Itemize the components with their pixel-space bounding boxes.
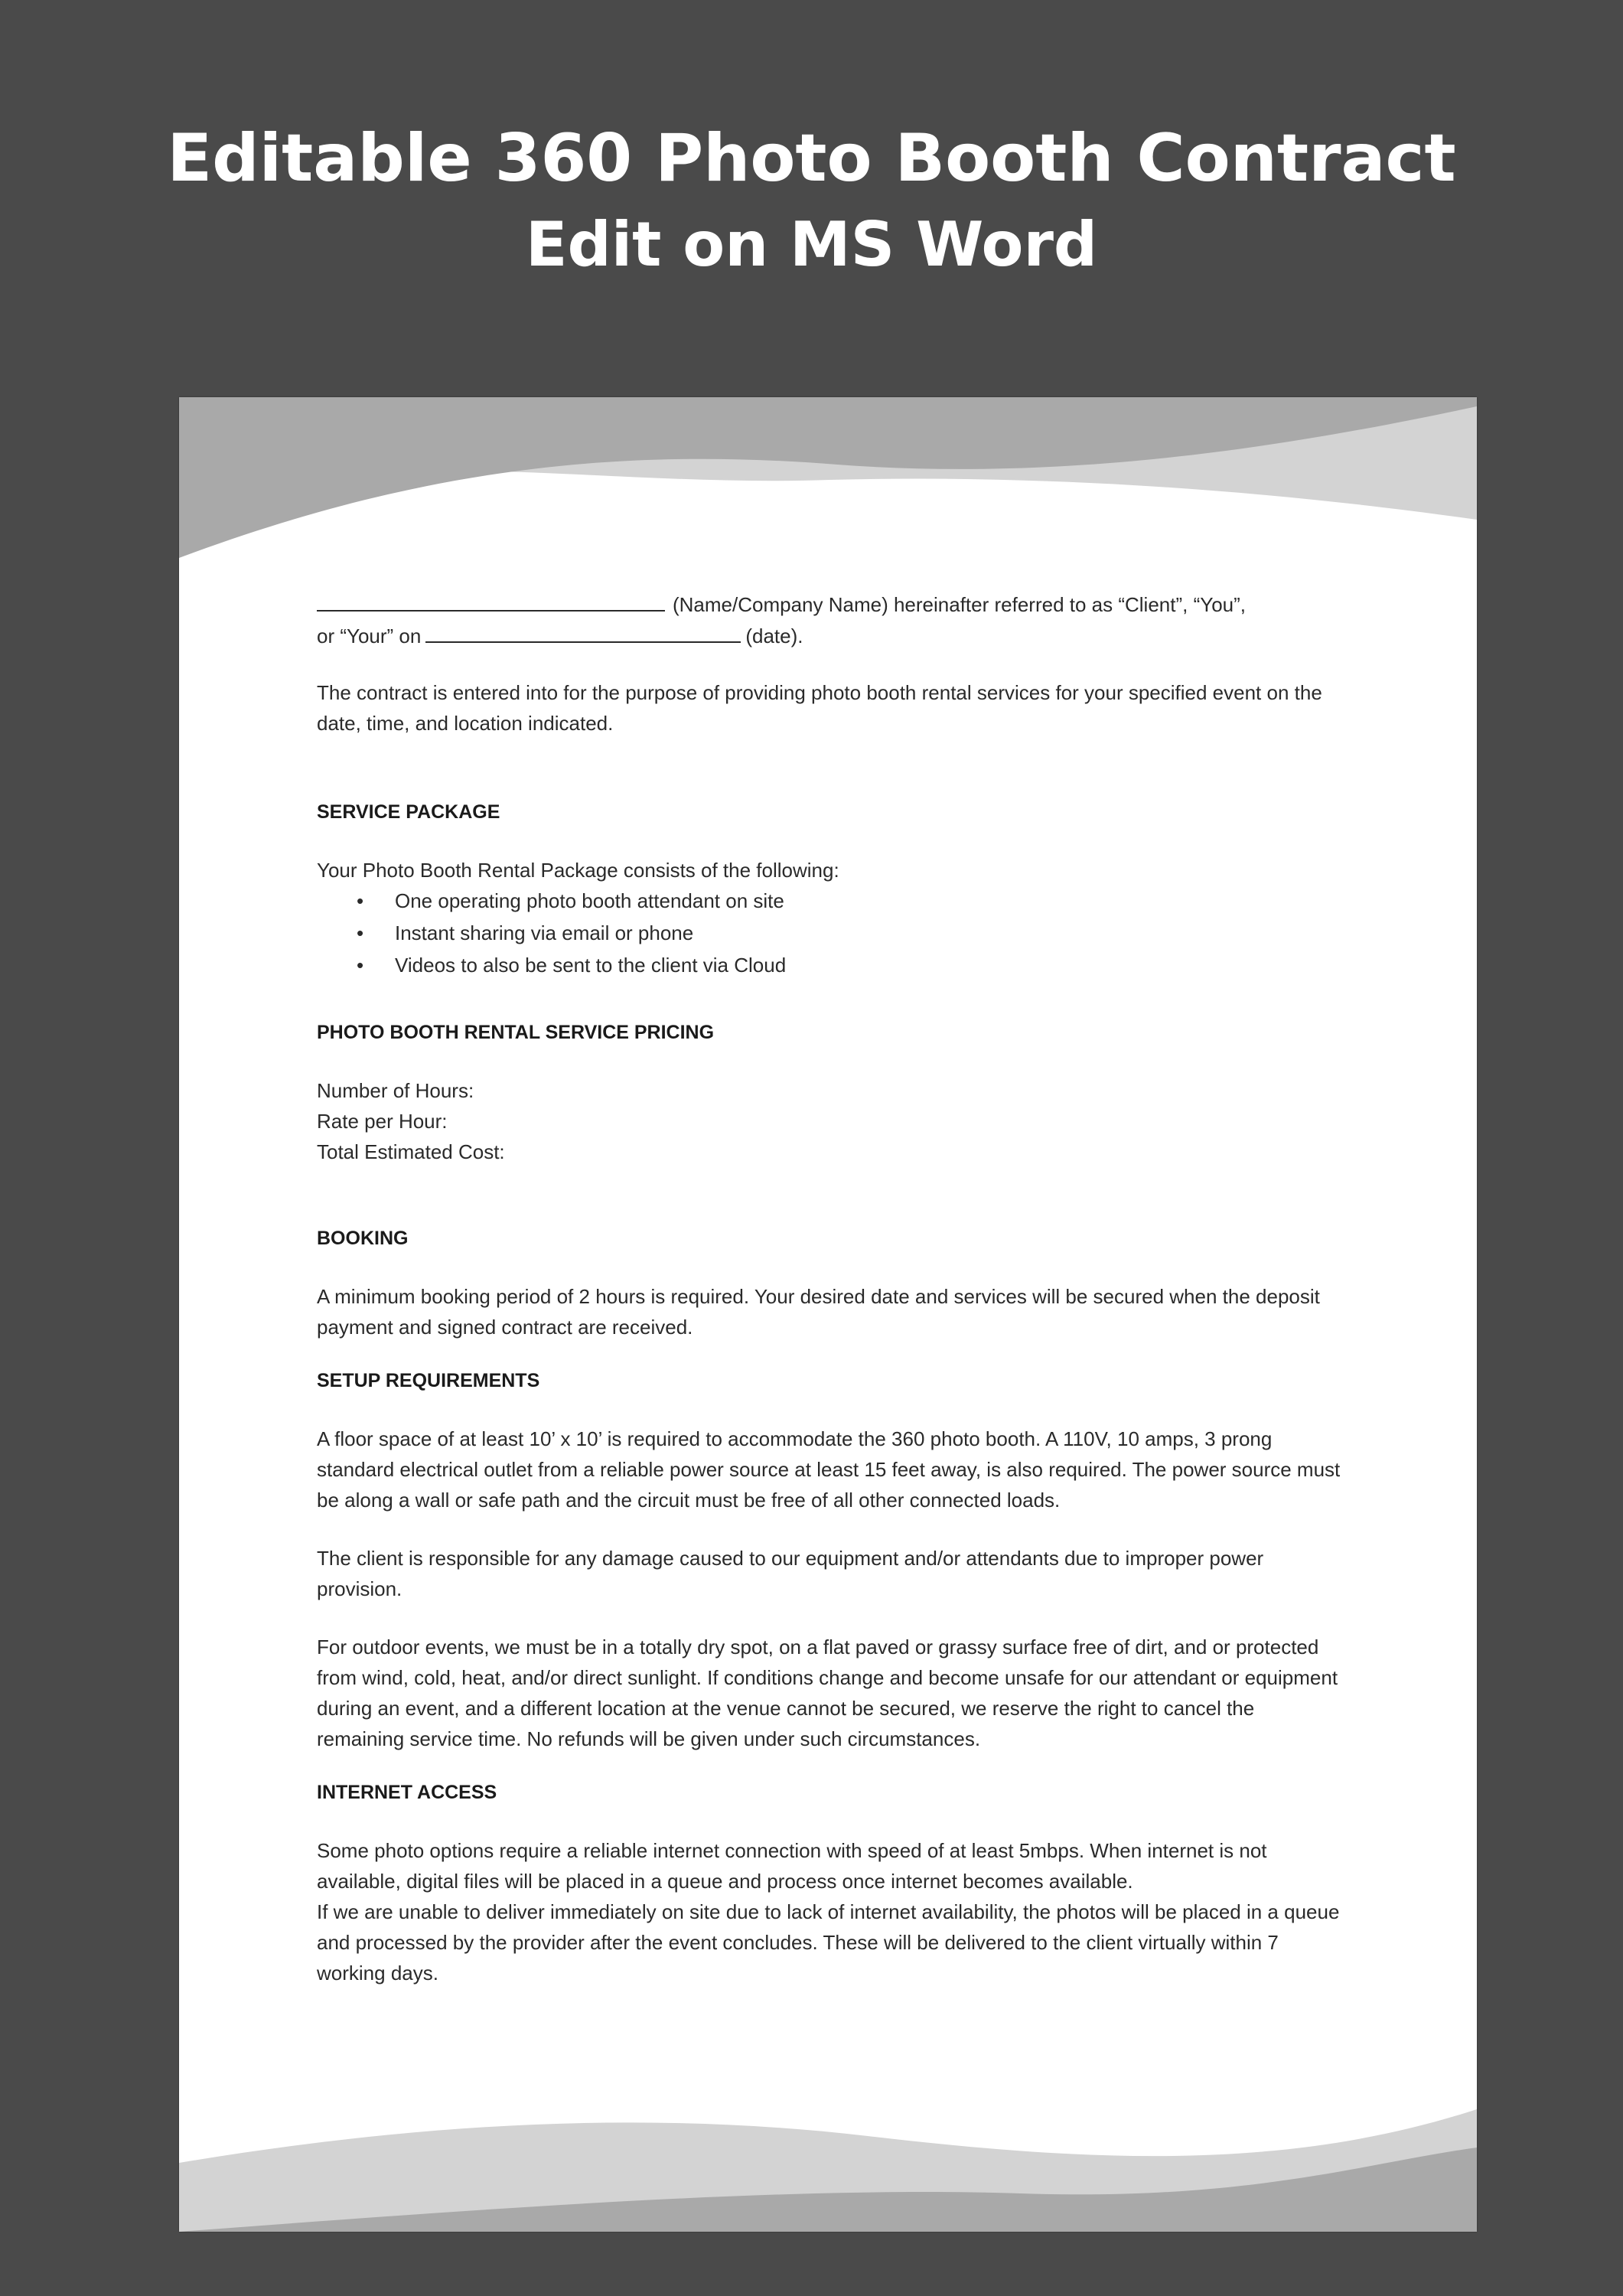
header-wave-decoration: [179, 397, 1477, 566]
list-item: [357, 918, 1342, 950]
setup-heading: SETUP REQUIREMENTS: [317, 1370, 540, 1391]
booking-paragraph: A minimum booking period of 2 hours is required. Your desired date and services will be secured when the deposit payment and signed contract are received.: [317, 1285, 1320, 1339]
internet-paragraph-2: If we are unable to deliver immediately on site due to lack of internet availability, the photos will be placed in a queue and processed by the provider after the event concludes. These will be delivered to the client virtually within 7 working days.: [317, 1900, 1340, 1985]
service-package-lead: Your Photo Booth Rental Package consists of the following:: [317, 859, 839, 882]
list-item-text: Videos to also be sent to the client via Cloud: [395, 954, 787, 977]
footer-wave-decoration: [179, 2063, 1477, 2232]
bullet-icon: •: [357, 954, 364, 977]
hours-label: Number of Hours:: [317, 1079, 474, 1102]
intro-line-2-suffix: (date).: [745, 625, 803, 647]
setup-paragraph-1: A floor space of at least 10’ x 10’ is required to accommodate the 360 photo booth. A 110V, 10 amps, 3 prong standard electrical outlet from a reliable power source at least 15 feet away, is also required. The power source must be along a wall or safe path and the circuit must be free of all other connected loads.: [317, 1427, 1341, 1512]
list-item-text: Instant sharing via email or phone: [395, 921, 694, 944]
service-package-list: [317, 885, 1342, 982]
purpose-paragraph: The contract is entered into for the purpose of providing photo booth rental services for your specified event on the date, time, and location indicated.: [317, 681, 1322, 735]
rate-label: Rate per Hour:: [317, 1110, 448, 1133]
intro-line-2: [317, 620, 1342, 651]
client-name-field[interactable]: [317, 589, 665, 612]
internet-heading: INTERNET ACCESS: [317, 1782, 497, 1803]
bullet-icon: •: [357, 921, 364, 944]
contract-date-field[interactable]: [425, 620, 741, 643]
internet-paragraph-1: Some photo options require a reliable internet connection with speed of at least 5mbps. When internet is not available, digital files will be placed in a queue and process once internet becomes available.: [317, 1839, 1267, 1893]
setup-paragraph-2: The client is responsible for any damage caused to our equipment and/or attendants due to improper power provision.: [317, 1547, 1264, 1600]
intro-line-1: [317, 589, 1342, 620]
list-item: [357, 950, 1342, 982]
total-cost-label: Total Estimated Cost:: [317, 1140, 505, 1163]
booking-heading: BOOKING: [317, 1228, 409, 1249]
intro-line-1-text: (Name/Company Name) hereinafter referred to as “Client”, “You”,: [673, 593, 1246, 616]
pricing-heading: PHOTO BOOTH RENTAL SERVICE PRICING: [317, 1022, 715, 1043]
contract-body: [317, 589, 1342, 1988]
promo-subtitle: Edit on MS Word: [525, 209, 1098, 280]
promo-title: Editable 360 Photo Booth Contract: [167, 120, 1456, 197]
service-package-heading: SERVICE PACKAGE: [317, 801, 500, 823]
contract-page: [179, 397, 1477, 2232]
setup-paragraph-3: For outdoor events, we must be in a totally dry spot, on a flat paved or grassy surface free of dirt, and or protected from wind, cold, heat, and/or direct sunlight. If conditions change and become unsafe for our attendant or equipment during an event, and a different location at the venue cannot be secured, we reserve the right to cancel the remaining service time. No refunds will be given under such circumstances.: [317, 1636, 1338, 1750]
list-item: [357, 885, 1342, 918]
bullet-icon: •: [357, 889, 364, 912]
list-item-text: One operating photo booth attendant on site: [395, 889, 784, 912]
intro-line-2-prefix: or “Your” on: [317, 625, 422, 647]
